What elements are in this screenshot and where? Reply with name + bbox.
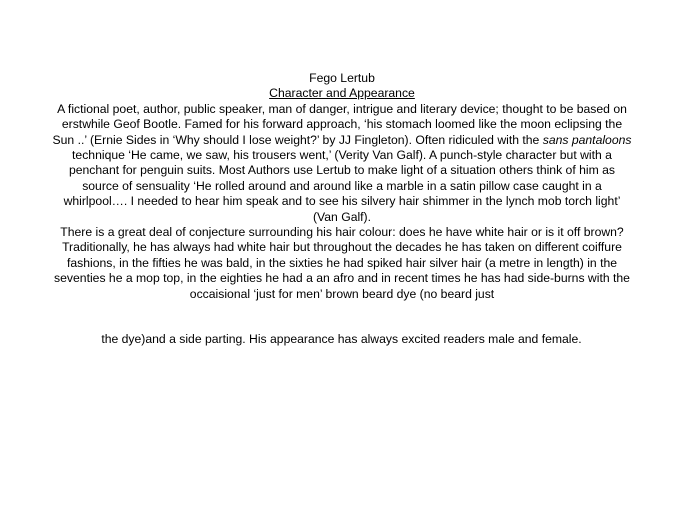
paragraph-character-intro [52,102,632,225]
paragraph-text: technique ‘He came, we saw, his trousers went,’ (Verity Van Galf). A punch-style character but with a penchant for penguin suits. Most Authors use Lertub to make light of a situation others think of him as source of sensuality ‘He rolled around and around like a marble in a satin pillow case caught in a whirlpool…. I needed to hear him speak and to see his silvery hair shimmer in the lynch mob torch light’ (Van Galf). [63,148,621,224]
document-body [52,71,632,302]
section-heading: Character and Appearance [269,86,415,101]
italic-phrase: sans pantaloons [542,132,632,147]
paragraph-closing: the dye)and a side parting. His appearance has always excited readers male and female. [101,332,582,346]
paragraph-hair-colour: There is a great deal of conjecture surrounding his hair colour: does he have white hair or is it off brown? Traditionally, he has always had white hair but throughout the decades he has taken on different coiffure fashions, in the fifties he was bald, in the sixties he had spiked hair silver hair (a metre in length) in the seventies he a mop top, in the eighties he had a an afro and in recent times he has had side-burns with the occaisional ‘just for men’ brown beard dye (no beard just [54,225,630,301]
document-title: Fego Lertub [309,71,375,85]
paragraph-text: A fictional poet, author, public speaker, man of danger, intrigue and literary device; thought to be based on erstwhile Geof Bootle. Famed for his forward approach, ‘his stomach loomed like the moon eclipsing the Sun ..’ (Ernie Sides in ‘Why should I lose weight?’ by JJ Fingleton). Often ridiculed with the [52,101,627,147]
